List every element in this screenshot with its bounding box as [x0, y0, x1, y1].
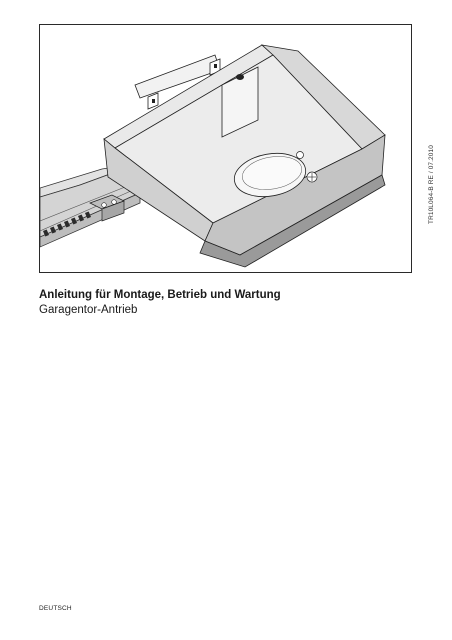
- document-title: Anleitung für Montage, Betrieb und Wartung: [39, 289, 281, 301]
- garage-door-opener-illustration: [40, 25, 412, 273]
- drive-housing: [104, 45, 385, 267]
- document-subtitle: Garagentor-Antrieb: [39, 304, 138, 316]
- language-label: DEUTSCH: [39, 605, 72, 612]
- document-code: TR10L064-B RE / 07.2010: [428, 145, 435, 224]
- product-illustration-frame: [39, 24, 412, 273]
